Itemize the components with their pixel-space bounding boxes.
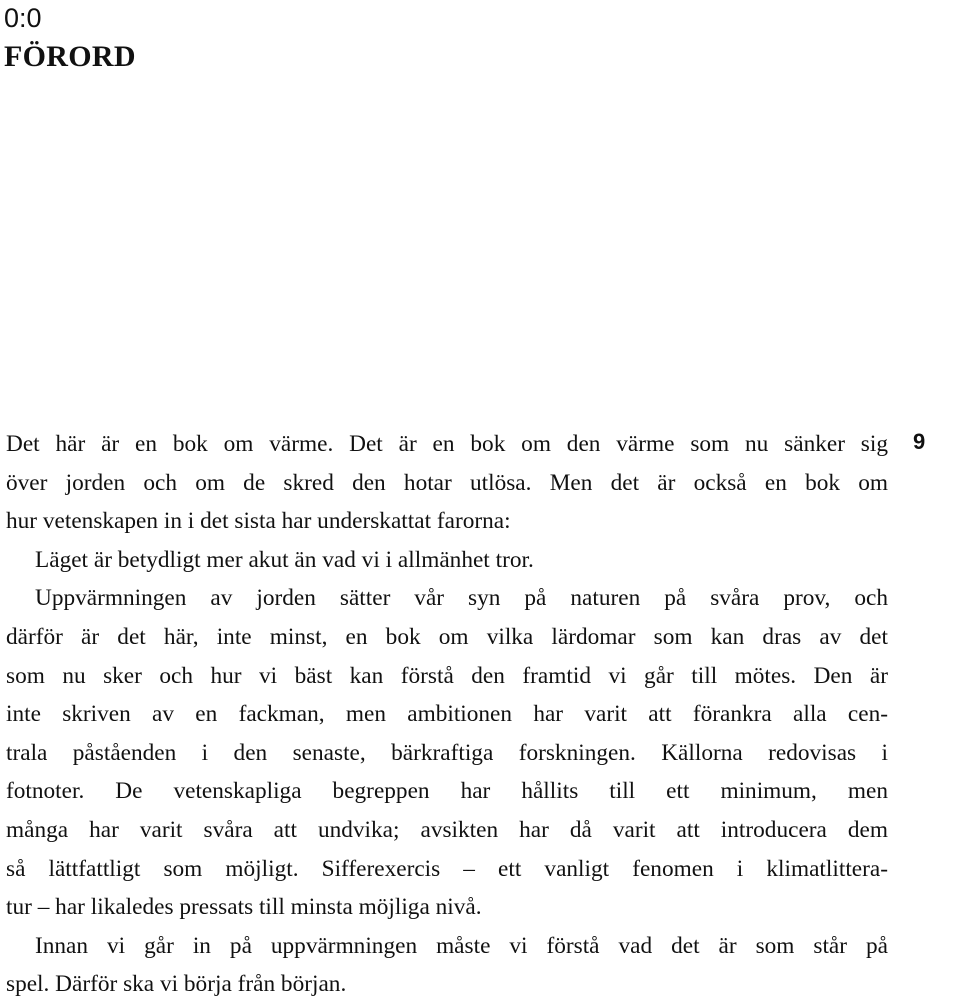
- text-line: trala påståenden i den senaste, bärkraftiga forskningen. Källorna redovisas i: [6, 739, 888, 766]
- text-line: som nu sker och hur vi bäst kan förstå den framtid vi går till mötes. Den är: [6, 662, 888, 689]
- chapter-title: FÖRORD: [4, 40, 136, 73]
- body-text: [6, 425, 888, 1004]
- text-line: Innan vi går in på uppvärmningen måste vi förstå vad det är som står på: [35, 932, 888, 959]
- section-code: 0:0: [4, 3, 42, 33]
- text-line: spel. Därför ska vi börja från början.: [6, 971, 347, 998]
- text-line: därför är det här, inte minst, en bok om vilka lärdomar som kan dras av det: [6, 623, 888, 650]
- paragraph-1: [6, 425, 888, 579]
- text-line: många har varit svåra att undvika; avsikten har då varit att introducera dem: [6, 816, 888, 843]
- paragraph-2: [6, 579, 888, 926]
- text-line: Det här är en bok om värme. Det är en bok om den värme som nu sänker sig: [6, 431, 888, 457]
- text-line: tur – har likaledes pressats till minsta möjliga nivå.: [6, 894, 482, 921]
- text-line: fotnoter. De vetenskapliga begreppen har hållits till ett minimum, men: [6, 778, 888, 805]
- paragraph-3: [6, 927, 888, 1004]
- page-number: 9: [913, 429, 926, 454]
- text-line: hur vetenskapen in i det sista har underskattat farorna:: [6, 508, 511, 535]
- text-line: Uppvärmningen av jorden sätter vår syn på naturen på svåra prov, och: [35, 585, 888, 612]
- text-line: inte skriven av en fackman, men ambitionen har varit att förankra alla cen-: [6, 701, 888, 728]
- text-line: över jorden och om de skred den hotar utlösa. Men det är också en bok om: [6, 469, 888, 496]
- text-line: Läget är betydligt mer akut än vad vi i allmänhet tror.: [35, 546, 534, 573]
- text-line: så lättfattligt som möjligt. Sifferexercis – ett vanligt fenomen i klimatlittera-: [6, 855, 888, 882]
